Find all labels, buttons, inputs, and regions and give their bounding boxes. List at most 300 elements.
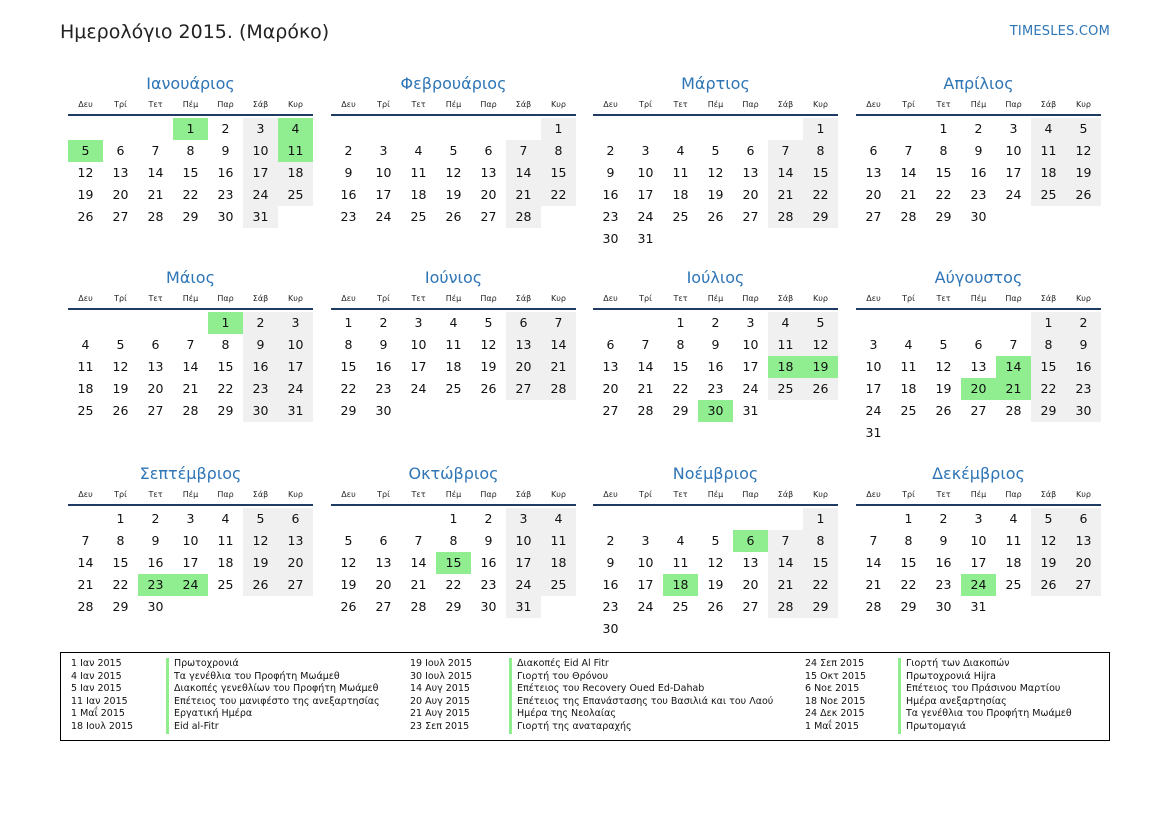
weekday-label: Σάβ (777, 294, 794, 303)
empty-cell (768, 118, 803, 140)
day-grid (593, 508, 838, 640)
day-cell: 28 (410, 599, 427, 614)
day-cell: 25 (900, 403, 917, 418)
day-cell: 21 (637, 381, 654, 396)
weekday-label: Πέμ (445, 490, 462, 499)
month-name: Μάρτιος (681, 74, 750, 93)
day-cell: 9 (1066, 334, 1101, 356)
empty-cell (68, 508, 103, 530)
weekday-label: Τετ (411, 100, 426, 109)
empty-cell (733, 508, 768, 530)
month-block (68, 266, 313, 422)
day-cell: 23 (602, 209, 619, 224)
day-cell: 20 (375, 577, 392, 592)
day-cell: 17 (970, 555, 987, 570)
day-cell: 6 (379, 533, 388, 548)
legend-holiday-name: Πρωτομαγιά (898, 721, 1072, 734)
weekday-label: Κυρ (551, 294, 566, 303)
day-cell: 10 (742, 337, 759, 352)
month-name: Οκτώβριος (408, 464, 499, 483)
day-cell: 28 (768, 596, 803, 618)
day-cell: 31 (506, 596, 541, 618)
weekday-header (68, 486, 313, 506)
day-cell: 22 (445, 577, 462, 592)
day-cell: 17 (637, 577, 654, 592)
day-cell: 31 (278, 400, 313, 422)
day-cell: 6 (151, 337, 160, 352)
weekday-label: Δευ (341, 294, 356, 303)
legend-holiday-name: Πρωτοχρονιά (166, 658, 380, 671)
day-cell: 6 (869, 143, 878, 158)
day-cell: 27 (147, 403, 164, 418)
day-cell: 29 (803, 596, 838, 618)
legend-date: 4 Ιαν 2015 (71, 670, 122, 682)
page-title: Ημερολόγιο 2015. (Μαρόκο) (60, 21, 330, 43)
day-cell: 26 (707, 209, 724, 224)
month-name: Νοέμβριος (672, 464, 759, 483)
day-cell: 7 (869, 533, 878, 548)
month-block (331, 266, 576, 422)
site-link[interactable]: TIMESLES.COM (1009, 24, 1110, 39)
day-cell: 8 (344, 337, 353, 352)
day-cell: 14 (637, 359, 654, 374)
weekday-label: Τετ (148, 100, 163, 109)
day-cell: 16 (340, 187, 357, 202)
day-cell: 29 (1031, 400, 1066, 422)
day-cell: 17 (865, 381, 882, 396)
day-cell: 12 (935, 359, 952, 374)
day-cell: 21 (506, 184, 541, 206)
day-cell: 6 (484, 143, 493, 158)
legend-date: 20 Αυγ 2015 (410, 695, 470, 707)
empty-cell (733, 118, 768, 140)
weekday-label: Παρ (480, 294, 497, 303)
weekday-label: Τετ (411, 294, 426, 303)
weekday-label: Πέμ (182, 490, 199, 499)
weekday-label: Κυρ (813, 490, 828, 499)
weekday-label: Παρ (217, 294, 234, 303)
weekday-label: Σάβ (252, 490, 269, 499)
day-cell: 2 (151, 511, 160, 526)
day-grid (593, 118, 838, 250)
day-cell: 2 (606, 533, 615, 548)
weekday-label: Τρί (377, 100, 390, 109)
day-cell: 5 (116, 337, 125, 352)
day-cell: 29 (672, 403, 689, 418)
legend-holiday-name: Πρωτοχρονιά Hijra (898, 671, 1072, 684)
day-cell: 12 (1031, 530, 1066, 552)
day-cell: 13 (506, 334, 541, 356)
legend-name-column (898, 658, 1072, 734)
weekday-label: Σάβ (252, 100, 269, 109)
day-cell: 31 (970, 599, 987, 614)
day-cell: 14 (768, 162, 803, 184)
day-cell: 27 (602, 403, 619, 418)
legend-holiday-name: Εργατική Ημέρα (166, 708, 380, 721)
day-cell: 4 (1009, 511, 1018, 526)
month-block (856, 72, 1101, 228)
weekday-label: Παρ (217, 100, 234, 109)
day-cell: 14 (541, 334, 576, 356)
day-cell: 1 (541, 118, 576, 140)
day-cell: 18 (278, 162, 313, 184)
day-cell: 28 (182, 403, 199, 418)
day-cell: 18 (217, 555, 234, 570)
weekday-label: Τρί (639, 490, 652, 499)
holiday-day-cell: 1 (173, 118, 208, 140)
day-cell: 8 (803, 530, 838, 552)
day-cell: 23 (970, 187, 987, 202)
day-cell: 13 (970, 359, 987, 374)
day-cell: 13 (742, 555, 759, 570)
day-cell: 22 (1031, 378, 1066, 400)
day-cell: 10 (637, 165, 654, 180)
day-cell: 16 (602, 577, 619, 592)
day-cell: 21 (768, 574, 803, 596)
day-cell: 9 (974, 143, 983, 158)
day-cell: 2 (1066, 312, 1101, 334)
day-cell: 11 (217, 533, 234, 548)
month-block (331, 462, 576, 618)
empty-cell (926, 312, 961, 334)
empty-cell (891, 312, 926, 334)
day-cell: 23 (340, 209, 357, 224)
month-block (593, 72, 838, 250)
holiday-day-cell: 24 (173, 574, 208, 596)
legend-date-column (805, 658, 866, 734)
day-grid (68, 118, 313, 228)
day-cell: 5 (711, 143, 720, 158)
weekday-label: Τετ (673, 294, 688, 303)
day-cell: 28 (77, 599, 94, 614)
day-cell: 10 (1005, 143, 1022, 158)
day-cell: 25 (1031, 184, 1066, 206)
day-cell: 3 (869, 337, 878, 352)
day-cell: 23 (243, 378, 278, 400)
holiday-day-cell: 14 (996, 356, 1031, 378)
day-cell: 6 (606, 337, 615, 352)
day-cell: 3 (414, 315, 423, 330)
day-cell: 24 (278, 378, 313, 400)
day-cell: 27 (970, 403, 987, 418)
legend-date: 21 Αυγ 2015 (410, 708, 470, 720)
weekday-label: Κυρ (551, 490, 566, 499)
weekday-header (331, 486, 576, 506)
legend-date: 18 Νοε 2015 (805, 695, 866, 707)
day-cell: 28 (541, 378, 576, 400)
day-cell: 10 (637, 555, 654, 570)
day-cell: 26 (803, 378, 838, 400)
legend-holiday-name: Επέτειος του μανιφέστο της ανεξαρτησίας (166, 696, 380, 709)
weekday-label: Πέμ (970, 100, 987, 109)
legend-name-column (166, 658, 380, 734)
month-name: Ιούλιος (686, 268, 745, 287)
day-cell: 5 (449, 143, 458, 158)
day-cell: 4 (414, 143, 423, 158)
day-cell: 3 (1009, 121, 1018, 136)
day-cell: 9 (484, 533, 493, 548)
empty-cell (996, 312, 1031, 334)
day-cell: 20 (147, 381, 164, 396)
day-cell: 12 (707, 555, 724, 570)
day-cell: 8 (186, 143, 195, 158)
day-cell: 16 (217, 165, 234, 180)
day-cell: 17 (1005, 165, 1022, 180)
day-cell: 25 (768, 378, 803, 400)
month-name: Σεπτέμβριος (139, 464, 242, 483)
day-cell: 22 (217, 381, 234, 396)
month-block (68, 72, 313, 228)
day-cell: 19 (77, 187, 94, 202)
legend-date: 19 Ιουλ 2015 (410, 658, 473, 669)
day-cell: 29 (803, 206, 838, 228)
day-cell: 19 (340, 577, 357, 592)
day-cell: 25 (410, 209, 427, 224)
weekday-label: Τρί (902, 490, 915, 499)
day-cell: 14 (410, 555, 427, 570)
weekday-label: Πέμ (707, 294, 724, 303)
day-cell: 10 (506, 530, 541, 552)
day-cell: 30 (602, 231, 619, 246)
empty-cell (856, 508, 891, 530)
day-cell: 26 (935, 403, 952, 418)
day-cell: 28 (506, 206, 541, 228)
day-cell: 28 (768, 206, 803, 228)
day-cell: 22 (182, 187, 199, 202)
weekday-header (593, 290, 838, 310)
day-cell: 8 (116, 533, 125, 548)
legend-date-column (410, 658, 472, 734)
day-cell: 3 (641, 143, 650, 158)
legend-holiday-name: Επέτειος του Recovery Oued Ed-Dahab (509, 683, 773, 696)
day-cell: 26 (707, 599, 724, 614)
weekday-label: Σάβ (1040, 294, 1057, 303)
day-cell: 11 (541, 530, 576, 552)
day-cell: 7 (186, 337, 195, 352)
day-cell: 17 (742, 359, 759, 374)
weekday-label: Πέμ (182, 100, 199, 109)
month-block (593, 266, 838, 422)
empty-cell (698, 508, 733, 530)
day-cell: 8 (449, 533, 458, 548)
day-cell: 11 (672, 165, 689, 180)
day-cell: 11 (900, 359, 917, 374)
legend-holiday-name: Γιορτή των Διακοπών (898, 658, 1072, 671)
weekday-label: Δευ (78, 294, 93, 303)
day-cell: 5 (243, 508, 278, 530)
day-cell: 16 (707, 359, 724, 374)
month-name: Ιούνιος (424, 268, 483, 287)
empty-cell (138, 118, 173, 140)
day-cell: 8 (803, 140, 838, 162)
day-cell: 22 (112, 577, 129, 592)
day-cell: 22 (803, 184, 838, 206)
day-cell: 15 (340, 359, 357, 374)
weekday-label: Παρ (742, 490, 759, 499)
day-cell: 31 (637, 231, 654, 246)
legend-date: 5 Ιαν 2015 (71, 683, 122, 695)
day-cell: 12 (243, 530, 278, 552)
weekday-label: Τετ (411, 490, 426, 499)
day-cell: 18 (1031, 162, 1066, 184)
empty-cell (768, 508, 803, 530)
day-cell: 11 (1005, 533, 1022, 548)
day-cell: 23 (935, 577, 952, 592)
empty-cell (68, 312, 103, 334)
day-cell: 24 (375, 209, 392, 224)
weekday-label: Τρί (114, 100, 127, 109)
day-grid (856, 118, 1101, 228)
day-cell: 27 (742, 209, 759, 224)
weekday-label: Τρί (639, 294, 652, 303)
legend-date: 24 Σεπ 2015 (805, 658, 865, 669)
day-cell: 8 (221, 337, 230, 352)
weekday-label: Πέμ (445, 100, 462, 109)
weekday-header (68, 290, 313, 310)
holiday-day-cell: 5 (68, 140, 103, 162)
day-cell: 8 (939, 143, 948, 158)
weekday-label: Τρί (377, 294, 390, 303)
day-cell: 24 (742, 381, 759, 396)
legend-date: 11 Ιαν 2015 (71, 695, 128, 707)
weekday-label: Δευ (866, 294, 881, 303)
day-cell: 30 (970, 209, 987, 224)
day-cell: 14 (77, 555, 94, 570)
empty-cell (593, 118, 628, 140)
day-cell: 30 (602, 621, 619, 636)
day-cell: 3 (746, 315, 755, 330)
day-cell: 31 (742, 403, 759, 418)
day-cell: 16 (147, 555, 164, 570)
day-cell: 29 (900, 599, 917, 614)
legend-holiday-name: Διακοπές γενεθλίων του Προφήτη Μωάμεθ (166, 683, 380, 696)
day-cell: 17 (375, 187, 392, 202)
day-cell: 22 (541, 184, 576, 206)
day-cell: 7 (541, 312, 576, 334)
day-cell: 1 (939, 121, 948, 136)
weekday-label: Κυρ (1076, 100, 1091, 109)
weekday-label: Σάβ (252, 294, 269, 303)
weekday-label: Σάβ (515, 294, 532, 303)
day-cell: 24 (506, 574, 541, 596)
holiday-day-cell: 11 (278, 140, 313, 162)
day-cell: 30 (480, 599, 497, 614)
day-cell: 10 (970, 533, 987, 548)
day-cell: 30 (217, 209, 234, 224)
day-cell: 17 (410, 359, 427, 374)
day-cell: 29 (112, 599, 129, 614)
day-cell: 20 (480, 187, 497, 202)
day-cell: 25 (278, 184, 313, 206)
day-cell: 15 (541, 162, 576, 184)
legend-holiday-name: Τα γενέθλια του Προφήτη Μωάμεθ (166, 671, 380, 684)
day-cell: 18 (445, 359, 462, 374)
day-cell: 9 (344, 165, 353, 180)
day-cell: 20 (742, 577, 759, 592)
legend-date: 1 Μαΐ 2015 (71, 708, 125, 720)
day-cell: 11 (410, 165, 427, 180)
empty-cell (103, 118, 138, 140)
day-cell: 20 (602, 381, 619, 396)
month-name: Δεκέμβριος (932, 464, 1025, 483)
weekday-label: Σάβ (1040, 490, 1057, 499)
day-cell: 10 (410, 337, 427, 352)
empty-cell (856, 118, 891, 140)
day-cell: 9 (379, 337, 388, 352)
day-grid (331, 508, 576, 618)
day-cell: 21 (147, 187, 164, 202)
weekday-label: Κυρ (288, 490, 303, 499)
holiday-day-cell: 24 (961, 574, 996, 596)
month-block (331, 72, 576, 228)
empty-cell (698, 118, 733, 140)
day-cell: 28 (865, 599, 882, 614)
day-cell: 30 (375, 403, 392, 418)
day-cell: 25 (445, 381, 462, 396)
weekday-label: Πέμ (970, 490, 987, 499)
day-cell: 2 (974, 121, 983, 136)
day-cell: 3 (243, 118, 278, 140)
weekday-header (68, 96, 313, 116)
day-cell: 2 (484, 511, 493, 526)
day-cell: 13 (480, 165, 497, 180)
day-cell: 21 (768, 184, 803, 206)
empty-cell (366, 118, 401, 140)
day-cell: 30 (1066, 400, 1101, 422)
weekday-label: Δευ (603, 490, 618, 499)
day-cell: 21 (900, 187, 917, 202)
weekday-label: Σάβ (515, 100, 532, 109)
weekday-label: Τετ (673, 100, 688, 109)
weekday-label: Κυρ (1076, 490, 1091, 499)
day-cell: 16 (375, 359, 392, 374)
holiday-day-cell: 30 (698, 400, 733, 422)
day-cell: 22 (672, 381, 689, 396)
day-cell: 15 (900, 555, 917, 570)
day-cell: 10 (375, 165, 392, 180)
day-cell: 26 (112, 403, 129, 418)
day-cell: 13 (865, 165, 882, 180)
day-cell: 15 (217, 359, 234, 374)
empty-cell (331, 118, 366, 140)
day-cell: 21 (182, 381, 199, 396)
weekday-label: Σάβ (1040, 100, 1057, 109)
day-cell: 25 (77, 403, 94, 418)
day-cell: 5 (344, 533, 353, 548)
day-cell: 13 (742, 165, 759, 180)
day-cell: 24 (865, 403, 882, 418)
day-cell: 7 (768, 140, 803, 162)
month-block (68, 462, 313, 618)
day-cell: 7 (81, 533, 90, 548)
weekday-label: Τετ (936, 100, 951, 109)
weekday-label: Κυρ (288, 294, 303, 303)
day-cell: 10 (243, 140, 278, 162)
day-cell: 15 (1031, 356, 1066, 378)
day-cell: 19 (707, 577, 724, 592)
legend-date: 18 Ιουλ 2015 (71, 720, 134, 732)
weekday-label: Παρ (480, 100, 497, 109)
day-cell: 11 (1031, 140, 1066, 162)
day-cell: 6 (116, 143, 125, 158)
holiday-day-cell: 23 (138, 574, 173, 596)
month-block (856, 266, 1101, 444)
day-cell: 14 (900, 165, 917, 180)
legend-date: 1 Μαΐ 2015 (805, 720, 859, 732)
day-cell: 19 (1031, 552, 1066, 574)
day-cell: 22 (803, 574, 838, 596)
empty-cell (663, 508, 698, 530)
